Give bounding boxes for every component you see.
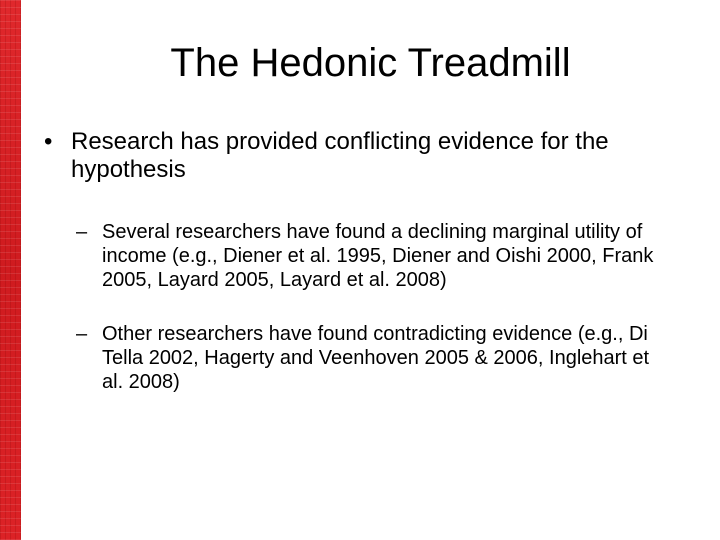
bullet-text: Research has provided conflicting evidence for the hypothesis xyxy=(71,128,609,183)
bullet-marker: • xyxy=(44,128,53,155)
sub-bullet-text: Several researchers have found a declining marginal utility of income (e.g., Diener et al. 1995, Diener and Oishi 2000, Frank 2005, Layard 2005, Layard et al. 2008) xyxy=(102,221,654,291)
sub-bullet-item xyxy=(76,322,674,394)
slide-body xyxy=(44,128,674,394)
sub-bullet-marker: – xyxy=(76,221,88,243)
red-side-bar xyxy=(0,0,21,540)
slide-title: The Hedonic Treadmill xyxy=(170,41,571,85)
sub-bullet-text: Other researchers have found contradicting evidence (e.g., Di Tella 2002, Hagerty and Veenhoven 2005 & 2006, Inglehart et al. 2008) xyxy=(102,323,650,393)
sub-bullet-marker: – xyxy=(76,323,88,345)
bullet-item xyxy=(44,128,674,184)
sub-bullet-item xyxy=(76,220,674,292)
